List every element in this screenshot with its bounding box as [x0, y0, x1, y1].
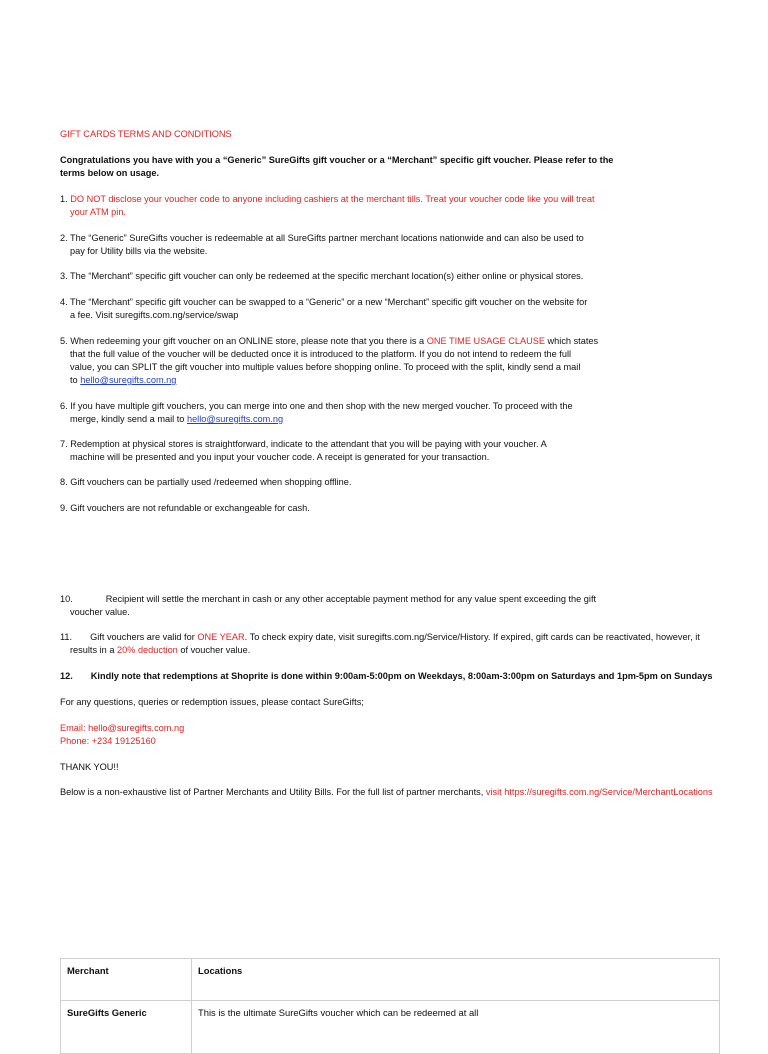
header-locations: Locations — [192, 959, 720, 1001]
email-link[interactable]: hello@suregifts.com.ng — [80, 375, 177, 385]
term-item-5 — [60, 335, 598, 348]
term-1-number: 1. — [60, 194, 68, 204]
term-5-line-2: that the full value of the voucher will be deducted once it is introduced to the platform. If you do not intend to redeem the full — [70, 349, 572, 359]
term-11-line-2 — [60, 644, 250, 657]
document-title: GIFT CARDS TERMS AND CONDITIONS — [60, 129, 232, 139]
term-11-text-b: . To check expiry date, visit suregifts.com.ng/Service/History. If expired, gift cards can be reactivated, however, it — [244, 632, 700, 642]
merchant-list-note — [60, 786, 713, 799]
deduction-highlight: 20% deduction — [117, 645, 178, 655]
one-time-usage-clause: ONE TIME USAGE CLAUSE — [426, 336, 545, 346]
term-10-text: Recipient will settle the merchant in cash or any other acceptable payment method for any value spent exceeding the gift — [105, 594, 597, 604]
term-11-text-a: Gift vouchers are valid for — [90, 632, 195, 642]
term-item-8: 8. Gift vouchers can be partially used /redeemed when shopping offline. — [60, 477, 352, 487]
term-item-12 — [60, 670, 712, 683]
intro-line-1: Congratulations you have with you a “Generic” SureGifts gift voucher or a “Merchant” specific gift voucher. Please refer to the — [60, 155, 614, 165]
term-4-line-2: a fee. Visit suregifts.com.ng/service/swap — [70, 310, 239, 320]
term-2-line-2: pay for Utility bills via the website. — [70, 246, 208, 256]
contact-email: Email: hello@suregifts.com.ng — [60, 723, 185, 733]
term-10-line-2: voucher value. — [70, 607, 130, 617]
term-item-1 — [60, 193, 595, 206]
term-11-number: 11. — [60, 632, 73, 642]
term-1-line-2: your ATM pin. — [70, 207, 126, 217]
term-5-text-a: 5. When redeeming your gift voucher on an ONLINE store, please note that you there is a — [60, 336, 425, 346]
term-item-2: 2. The “Generic” SureGifts voucher is redeemable at all SureGifts partner merchant locations nationwide and can also be used to — [60, 233, 584, 243]
table-row — [61, 1001, 720, 1054]
term-5-line-4 — [60, 374, 176, 387]
term-5-line-3: value, you can SPLIT the gift voucher into multiple values before shopping online. To proceed with the split, kindly send a mail — [70, 362, 581, 372]
term-5-text-b: which states — [547, 336, 599, 346]
merchant-list-text: Below is a non-exhaustive list of Partner Merchants and Utility Bills. For the full list of partner merchants, — [60, 787, 484, 797]
term-5-to: to — [70, 375, 78, 385]
term-6-line-2 — [60, 413, 283, 426]
term-item-4: 4. The “Merchant” specific gift voucher can be swapped to a “Generic” or a new “Merchant” specific gift voucher on the website for — [60, 297, 588, 307]
term-7-line-2: machine will be presented and you input your voucher code. A receipt is generated for your transaction. — [70, 452, 490, 462]
intro-line-2: terms below on usage. — [60, 168, 160, 178]
merchant-location-cell: This is the ultimate SureGifts voucher which can be redeemed at all — [192, 1001, 720, 1054]
term-11-line-2-b: of voucher value. — [180, 645, 251, 655]
term-1-text: DO NOT disclose your voucher code to anyone including cashiers at the merchant tills. Treat your voucher code like you will treat — [70, 194, 595, 204]
contact-phone: Phone: +234 19125160 — [60, 736, 156, 746]
term-item-3: 3. The “Merchant” specific gift voucher can only be redeemed at the specific merchant location(s) either online or physical stores. — [60, 271, 584, 281]
merchant-table — [60, 958, 720, 1054]
table-header-row — [61, 959, 720, 1001]
contact-intro: For any questions, queries or redemption issues, please contact SureGifts; — [60, 697, 364, 707]
term-6-text: merge, kindly send a mail to — [70, 414, 185, 424]
header-merchant: Merchant — [61, 959, 192, 1001]
term-12-number: 12. — [60, 671, 73, 681]
term-11-line-2-a: results in a — [70, 645, 115, 655]
term-12-text: Kindly note that redemptions at Shoprite is done within 9:00am-5:00pm on Weekdays, 8:00am-3:00pm on Saturdays and 1pm-5pm on Sundays — [90, 671, 713, 681]
term-10-number: 10. — [60, 594, 73, 604]
term-item-11 — [60, 631, 700, 644]
term-item-7: 7. Redemption at physical stores is straightforward, indicate to the attendant that you will be paying with your voucher. A — [60, 439, 547, 449]
thank-you: THANK YOU!! — [60, 762, 119, 772]
merchant-name-cell: SureGifts Generic — [61, 1001, 192, 1054]
term-item-10 — [60, 593, 596, 606]
email-link[interactable]: hello@suregifts.com.ng — [186, 414, 284, 424]
terms-document — [60, 0, 740, 1024]
one-year-highlight: ONE YEAR — [197, 632, 245, 642]
merchant-locations-link[interactable]: visit https://suregifts.com.ng/Service/MerchantLocations — [485, 787, 713, 797]
term-item-6: 6. If you have multiple gift vouchers, you can merge into one and then shop with the new merged voucher. To proceed with the — [60, 401, 573, 411]
term-item-9: 9. Gift vouchers are not refundable or exchangeable for cash. — [60, 503, 310, 513]
